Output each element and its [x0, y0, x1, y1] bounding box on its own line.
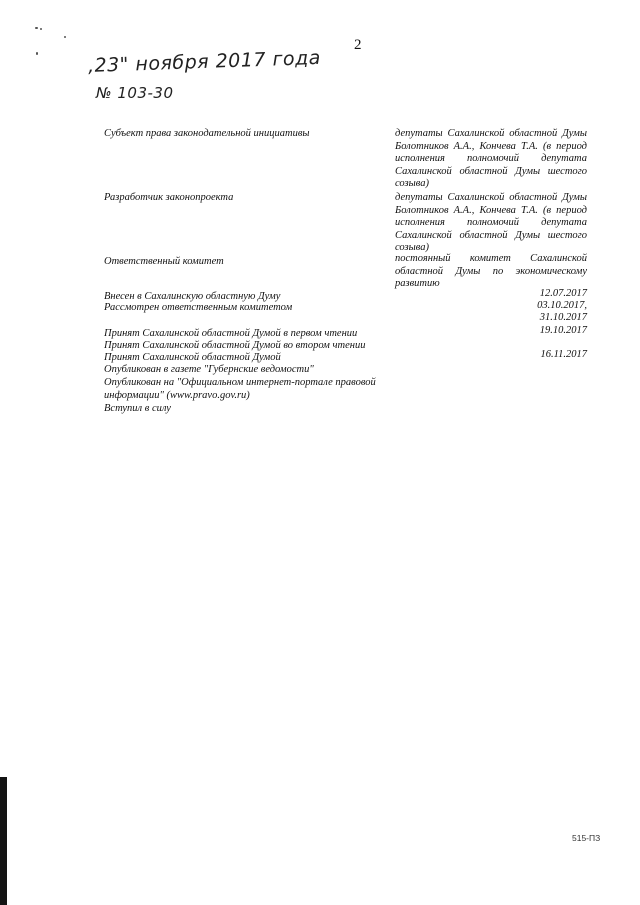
event-label-in-force: Вступил в силу: [104, 403, 171, 414]
page-number: 2: [354, 37, 362, 53]
event-date-first-reading: 19.10.2017: [539, 325, 587, 336]
event-date-reviewed-1: 03.10.2017,: [537, 300, 587, 311]
handwritten-date: ,23" ноября 2017 года: [87, 46, 322, 77]
scan-edge-bar: [0, 777, 7, 905]
event-label-second-reading: Принят Сахалинской областной Думой во втором чтении: [104, 340, 366, 351]
info-label-developer: Разработчик законопроекта: [104, 192, 234, 203]
info-value-subject: депутаты Сахалинской областной Думы Болотников А.А., Кончева Т.А. (в период исполнения полномочий депутата Сахалинской областной Думы шестого созыва): [395, 128, 587, 189]
scan-speck: [36, 52, 38, 55]
event-label-reviewed: Рассмотрен ответственным комитетом: [104, 302, 293, 313]
info-label-committee: Ответственный комитет: [104, 256, 224, 267]
event-label-adopted: Принят Сахалинской областной Думой: [104, 352, 281, 363]
scan-speck: [35, 27, 38, 29]
event-label-published-portal: Опубликован на "Официальном интернет-портале правовой информации" (www.pravo.gov.ru): [104, 377, 376, 401]
handwritten-number: № 103-30: [96, 84, 174, 102]
event-label-published-newspaper: Опубликован в газете "Губернские ведомости": [104, 364, 314, 375]
info-value-developer: депутаты Сахалинской областной Думы Болотников А.А., Кончева Т.А. (в период исполнения полномочий депутата Сахалинской областной Думы шестого созыва): [395, 192, 587, 253]
event-label-submitted: Внесен в Сахалинскую областную Думу: [104, 291, 281, 302]
event-date-adopted: 16.11.2017: [540, 349, 587, 360]
info-value-committee: постоянный комитет Сахалинской областной Думы по экономическому развитию: [395, 253, 587, 289]
event-date-reviewed-2: 31.10.2017: [539, 312, 587, 323]
footer-code: 515-ПЗ: [572, 833, 601, 843]
scan-speck: [40, 28, 42, 30]
scan-speck: [64, 36, 66, 38]
event-label-first-reading: Принят Сахалинской областной Думой в первом чтении: [104, 328, 358, 339]
event-date-submitted: 12.07.2017: [539, 288, 587, 299]
info-label-subject: Субъект права законодательной инициативы: [104, 128, 310, 139]
